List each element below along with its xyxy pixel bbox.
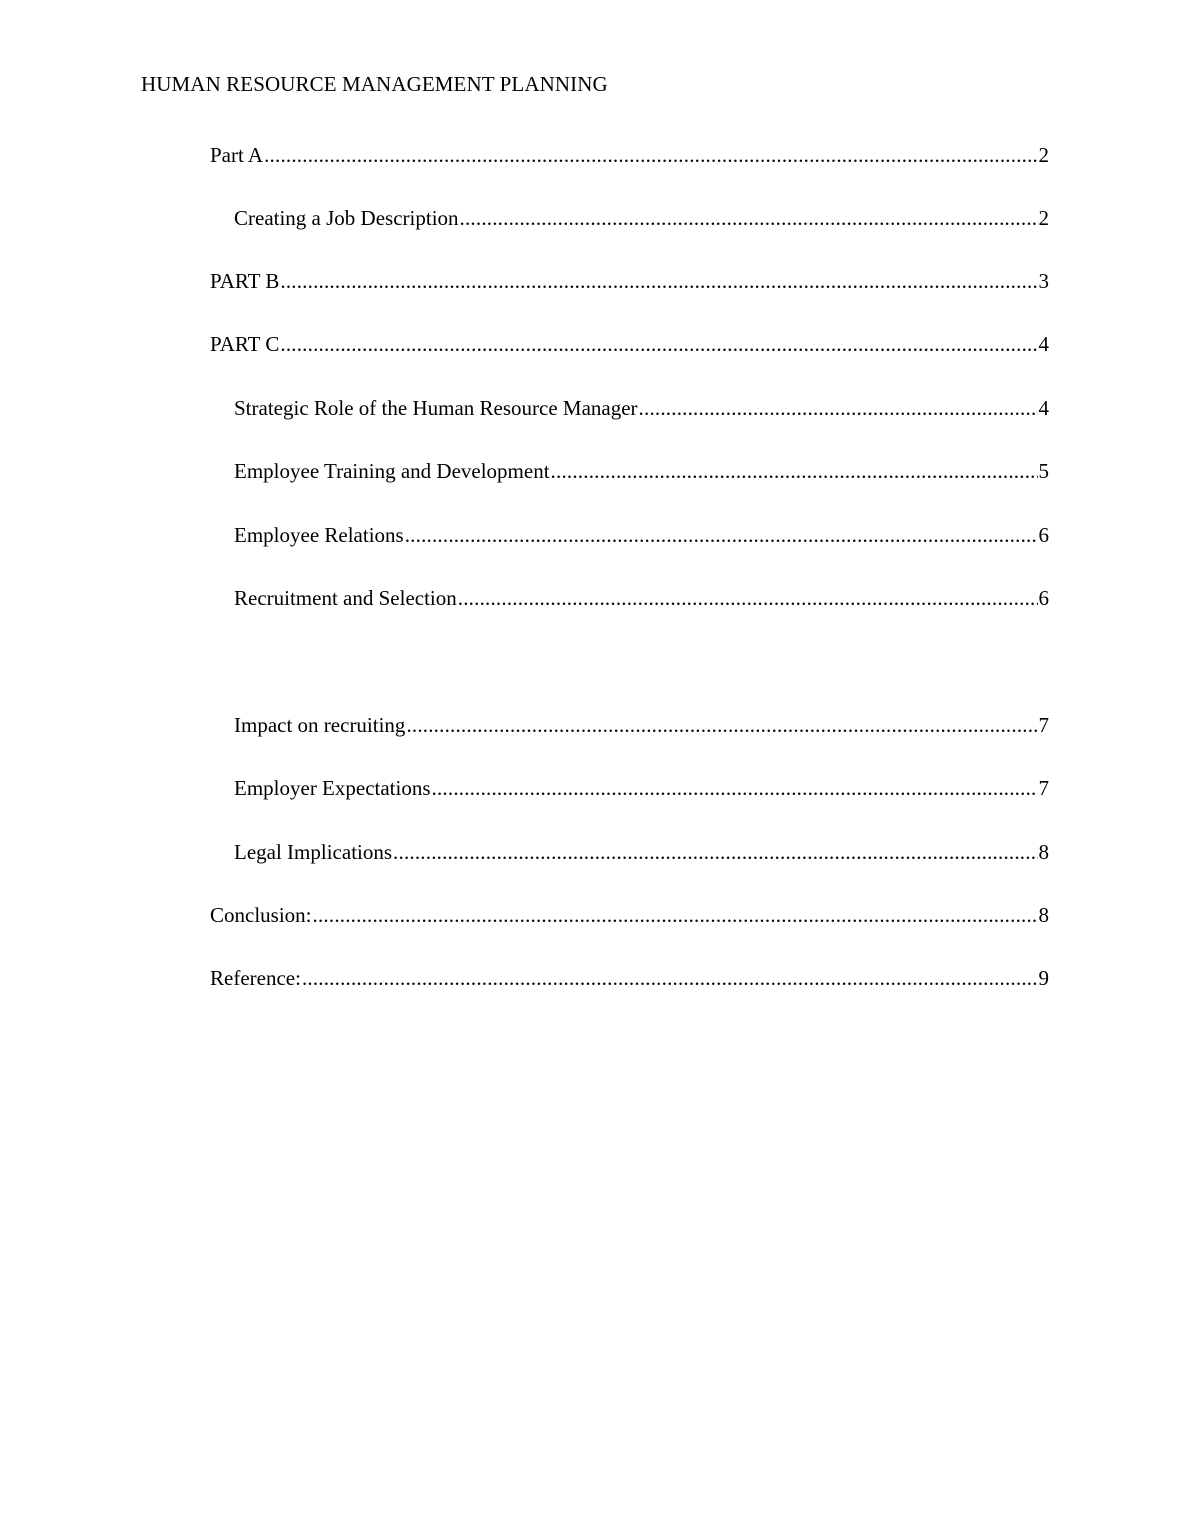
toc-entry-employer-expectations[interactable] xyxy=(234,772,1049,802)
toc-entry-title: Impact on recruiting xyxy=(234,713,406,737)
toc-dot-leader xyxy=(460,204,1038,232)
toc-dot-leader xyxy=(405,521,1038,549)
toc-page-number: 5 xyxy=(1038,459,1049,483)
toc-page-number: 9 xyxy=(1038,966,1049,990)
toc-page-number: 8 xyxy=(1038,840,1049,864)
toc-page-number: 2 xyxy=(1038,143,1049,167)
toc-entry-title: Conclusion: xyxy=(210,903,312,927)
toc-entry-recruitment-selection[interactable] xyxy=(234,582,1049,612)
toc-dot-leader xyxy=(551,457,1038,485)
toc-entry-part-c[interactable] xyxy=(210,328,1049,358)
toc-dot-leader xyxy=(393,838,1037,866)
toc-dot-leader xyxy=(432,774,1038,802)
toc-page-number: 8 xyxy=(1038,903,1049,927)
toc-entry-title: Strategic Role of the Human Resource Manager xyxy=(234,396,638,420)
toc-entry-title: Creating a Job Description xyxy=(234,206,459,230)
toc-dot-leader xyxy=(264,141,1037,169)
toc-entry-title: PART B xyxy=(210,269,280,293)
toc-page-number: 4 xyxy=(1038,332,1049,356)
toc-entry-title: Employer Expectations xyxy=(234,776,431,800)
toc-page-number: 6 xyxy=(1038,523,1049,547)
toc-entry-part-a[interactable] xyxy=(210,139,1049,169)
toc-entry-title: Employee Relations xyxy=(234,523,404,547)
toc-dot-leader xyxy=(280,267,1037,295)
toc-entry-title: Recruitment and Selection xyxy=(234,586,457,610)
toc-page-number: 7 xyxy=(1038,713,1049,737)
toc-page-number: 3 xyxy=(1038,269,1049,293)
toc-page-number: 2 xyxy=(1038,206,1049,230)
toc-entry-conclusion[interactable] xyxy=(210,899,1049,929)
toc-entry-impact-recruiting[interactable] xyxy=(234,709,1049,739)
toc-dot-leader xyxy=(313,901,1038,929)
toc-page-number: 7 xyxy=(1038,776,1049,800)
toc-entry-title: Employee Training and Development xyxy=(234,459,550,483)
toc-entry-title: Legal Implications xyxy=(234,840,393,864)
toc-dot-leader xyxy=(280,330,1037,358)
toc-page-number: 4 xyxy=(1038,396,1049,420)
toc-entry-reference[interactable] xyxy=(210,962,1049,992)
toc-entry-title: Reference: xyxy=(210,966,301,990)
toc-dot-leader xyxy=(406,711,1037,739)
toc-entry-strategic-role[interactable] xyxy=(234,392,1049,422)
toc-dot-leader xyxy=(458,584,1038,612)
toc-entry-creating-job-description[interactable] xyxy=(234,202,1049,232)
toc-dot-leader xyxy=(639,394,1038,422)
toc-entry-training-development[interactable] xyxy=(234,455,1049,485)
toc-page-number: 6 xyxy=(1038,586,1049,610)
toc-entry-employee-relations[interactable] xyxy=(234,519,1049,549)
toc-entry-legal-implications[interactable] xyxy=(234,836,1049,866)
toc-entry-part-b[interactable] xyxy=(210,265,1049,295)
toc-entry-title: Part A xyxy=(210,143,264,167)
toc-dot-leader xyxy=(302,964,1038,992)
running-head: HUMAN RESOURCE MANAGEMENT PLANNING xyxy=(141,72,608,96)
toc-entry-title: PART C xyxy=(210,332,280,356)
